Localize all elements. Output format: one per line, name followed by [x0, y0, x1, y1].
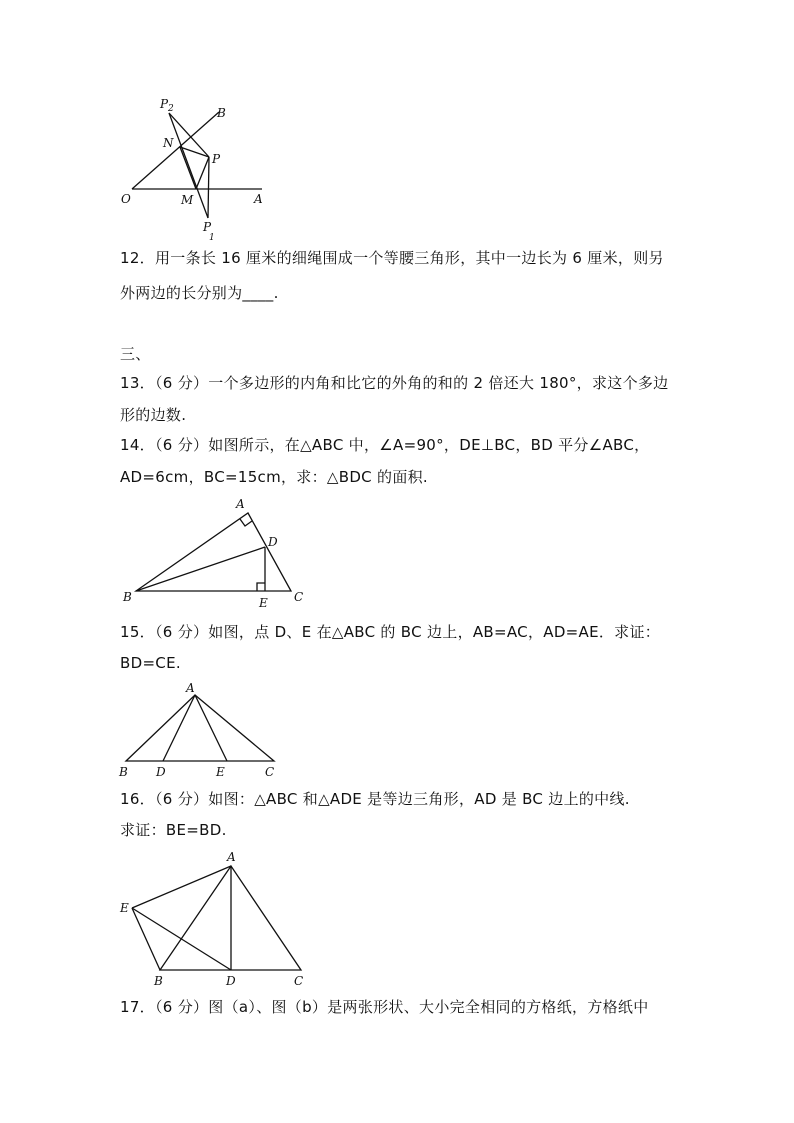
- q13-text-line2: 形的边数.: [120, 406, 187, 424]
- q13-text-line1: 13．（6 分）一个多边形的内角和比它的外角的和的 2 倍还大 180°，求这个多边: [120, 374, 669, 392]
- label-D: D: [268, 535, 278, 549]
- label-P1-sub: 1: [209, 233, 215, 243]
- q16-text-line1: 16．（6 分）如图：△ABC 和△ADE 是等边三角形，AD 是 BC 边上的中线.: [120, 790, 630, 808]
- label-E: E: [216, 765, 225, 779]
- segment-M-P: [196, 157, 209, 189]
- label-B: B: [119, 765, 128, 779]
- q12-text-line1: 12．用一条长 16 厘米的细绳围成一个等腰三角形，其中一边长为 6 厘米，则另: [120, 249, 664, 267]
- label-N: N: [163, 136, 174, 150]
- q15-text-line2: BD=CE.: [120, 654, 181, 672]
- right-angle-mark-A: [240, 519, 252, 526]
- q16-text-line2: 求证：BE=BD.: [120, 821, 227, 839]
- label-B: B: [154, 974, 163, 988]
- q14-text-line1: 14．（6 分）如图所示，在△ABC 中，∠A=90°，DE⊥BC，BD 平分∠ABC，: [120, 436, 650, 454]
- segment-N-M: [180, 147, 196, 189]
- label-C: C: [294, 974, 304, 988]
- label-A: A: [227, 850, 236, 864]
- q12-text-line2: 外两边的长分别为____.: [120, 284, 279, 302]
- segment-AE: [195, 695, 227, 761]
- q14-text-line2: AD=6cm，BC=15cm，求：△BDC 的面积.: [120, 468, 428, 486]
- label-E: E: [259, 596, 268, 610]
- segment-ED: [132, 908, 231, 970]
- figure-isosceles-triangle: [118, 681, 274, 779]
- triangle-ABC: [136, 513, 291, 591]
- label-A: A: [254, 192, 263, 206]
- label-B: B: [123, 590, 132, 604]
- label-B: B: [217, 106, 226, 120]
- label-C: C: [265, 765, 275, 779]
- segment-P-P1: [208, 157, 209, 218]
- label-P2-sub: 2: [168, 104, 174, 114]
- label-P: P: [212, 152, 221, 166]
- label-A: A: [186, 681, 195, 695]
- label-E: E: [120, 901, 129, 915]
- label-A: A: [236, 497, 245, 511]
- label-C: C: [294, 590, 304, 604]
- figure-equilateral-triangles: [119, 850, 303, 988]
- label-P1: P: [203, 220, 212, 234]
- q17-text-line1: 17．（6 分）图（a）、图（b）是两张形状、大小完全相同的方格纸，方格纸中: [120, 998, 649, 1016]
- q15-text-line1: 15．（6 分）如图，点 D、E 在△ABC 的 BC 边上，AB=AC，AD=AE．求证：: [120, 623, 661, 641]
- label-M: M: [181, 193, 194, 207]
- figure-right-triangle: [122, 497, 303, 610]
- right-angle-mark-E: [257, 583, 265, 591]
- segment-BD: [136, 547, 265, 591]
- ray-OB: [132, 112, 219, 189]
- label-P2: P: [160, 97, 169, 111]
- label-O: O: [121, 192, 131, 206]
- label-D: D: [226, 974, 236, 988]
- section-heading: 三、: [120, 345, 151, 363]
- segment-AD: [163, 695, 195, 761]
- label-D: D: [156, 765, 166, 779]
